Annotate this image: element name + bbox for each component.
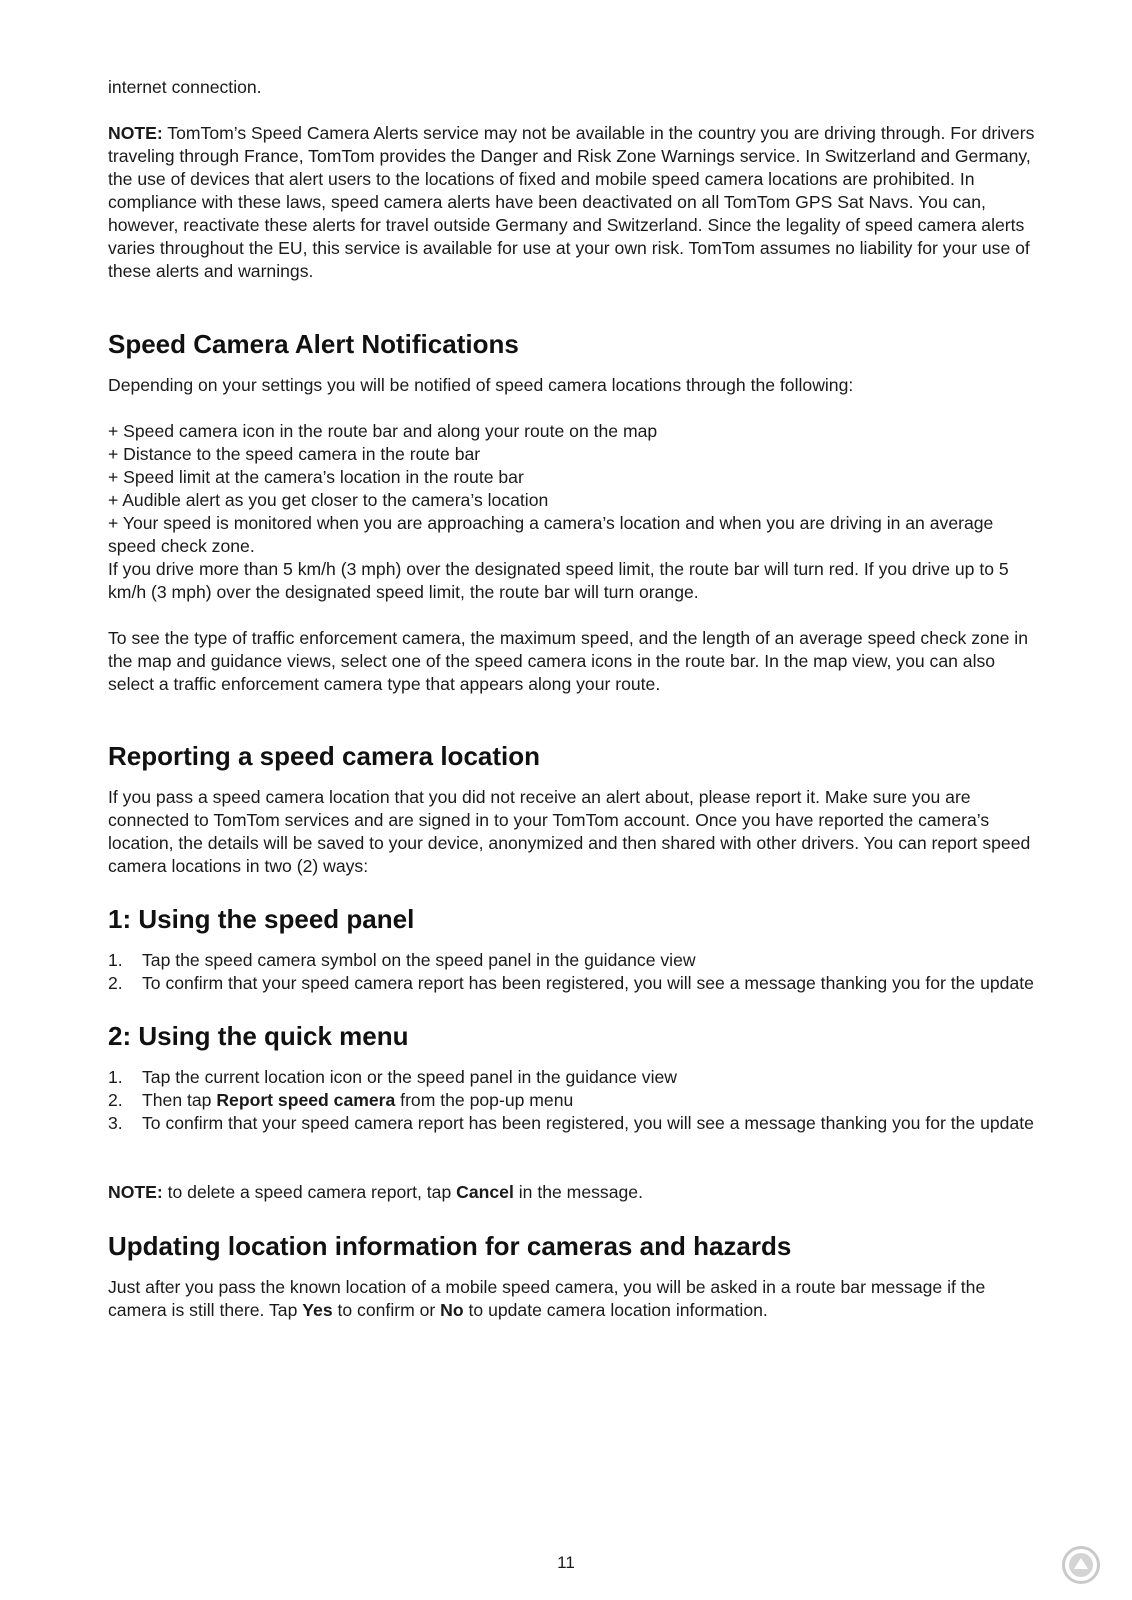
scroll-to-top-icon: [1068, 1552, 1094, 1578]
cancel-label: Cancel: [456, 1182, 514, 1202]
step-number: 1.: [108, 1067, 123, 1087]
step-number: 2.: [108, 1090, 123, 1110]
step-number: 1.: [108, 950, 123, 970]
list-item: + Speed limit at the camera’s location in the route bar: [108, 467, 524, 487]
list-item: [108, 972, 1038, 995]
intro-line: internet connection.: [108, 77, 262, 97]
page-number: 11: [557, 1553, 575, 1572]
heading-speed-camera-alert-notifications: Speed Camera Alert Notifications: [108, 329, 519, 359]
alerts-lead: Depending on your settings you will be notified of speed camera locations through the following:: [108, 375, 854, 395]
note-label: NOTE:: [108, 123, 163, 143]
step-text: Tap the speed camera symbol on the speed panel in the guidance view: [142, 950, 696, 970]
heading-using-speed-panel: 1: Using the speed panel: [108, 904, 415, 934]
yes-label: Yes: [302, 1300, 333, 1320]
delete-report-note: [108, 1181, 1038, 1204]
scroll-to-top-button[interactable]: [1062, 1546, 1100, 1584]
step-text: Tap the current location icon or the speed panel in the guidance view: [142, 1067, 678, 1087]
alert-list: [108, 420, 1038, 558]
step-text-post: from the pop-up menu: [395, 1090, 574, 1110]
speed-limit-note: If you drive more than 5 km/h (3 mph) over the designated speed limit, the route bar will turn red. If you drive up to 5 km/h (3 mph) over the designated speed limit, the route bar will turn orange.: [108, 559, 1009, 602]
no-label: No: [440, 1300, 464, 1320]
step-number: 3.: [108, 1113, 123, 1133]
reporting-paragraph: If you pass a speed camera location that you did not receive an alert about, please report it. Make sure you are connected to TomTom services and are signed in to your TomTom account. Once you have reported the camera’s location, the details will be saved to your device, anonymized and then shared with other drivers. You can report speed camera locations in two (2) ways:: [108, 787, 1031, 876]
camera-type-paragraph: To see the type of traffic enforcement camera, the maximum speed, and the length of an average speed check zone in the map and guidance views, select one of the speed camera icons in the route bar. In the map view, you can also select a traffic enforcement camera type that appears along your route.: [108, 628, 1028, 694]
heading-reporting-speed-camera: Reporting a speed camera location: [108, 741, 541, 771]
step-text: To confirm that your speed camera report has been registered, you will see a message thanking you for the update: [142, 973, 1034, 993]
note-post: in the message.: [513, 1182, 643, 1202]
list-item: + Speed camera icon in the route bar and along your route on the map: [108, 421, 658, 441]
step-text: To confirm that your speed camera report has been registered, you will see a message thanking you for the update: [142, 1113, 1034, 1133]
report-speed-camera-label: Report speed camera: [216, 1090, 396, 1110]
note-label: NOTE:: [108, 1182, 163, 1202]
list-item: + Distance to the speed camera in the route bar: [108, 444, 481, 464]
quick-menu-steps: [108, 1066, 1038, 1135]
step-number: 2.: [108, 973, 123, 993]
heading-using-quick-menu: 2: Using the quick menu: [108, 1021, 409, 1051]
note-pre: to delete a speed camera report, tap: [162, 1182, 457, 1202]
step-text-pre: Then tap: [142, 1090, 217, 1110]
updating-paragraph: [108, 1276, 1038, 1322]
updating-pre: Just after you pass the known location of a mobile speed camera, you will be asked in a route bar message if the camera is still there. Tap: [108, 1277, 986, 1320]
list-item: + Your speed is monitored when you are approaching a camera’s location and when you are driving in an average speed check zone.: [108, 513, 994, 556]
list-item: [108, 949, 1038, 972]
list-item: [108, 1089, 1038, 1112]
updating-mid: to confirm or: [332, 1300, 441, 1320]
list-item: + Audible alert as you get closer to the camera’s location: [108, 490, 549, 510]
heading-updating-location-info: Updating location information for cameras and hazards: [108, 1231, 792, 1261]
note-text: TomTom’s Speed Camera Alerts service may not be available in the country you are driving through. For drivers traveling through France, TomTom provides the Danger and Risk Zone Warnings service. In Switzerland and Germany, the use of devices that alert users to the locations of fixed and mobile speed camera locations are prohibited. In compliance with these laws, speed camera alerts have been deactivated on all TomTom GPS Sat Navs. You can, however, reactivate these alerts for travel outside Germany and Switzerland. Since the legality of speed camera alerts varies throughout the EU, this service is available for use at your own risk. TomTom assumes no liability for your use of these alerts and warnings.: [108, 123, 1035, 281]
speed-panel-steps: [108, 949, 1038, 995]
list-item: [108, 1112, 1038, 1135]
intro-note: [108, 122, 1038, 283]
document-page: [108, 76, 1038, 1322]
step-text: [142, 1089, 1038, 1112]
list-item: [108, 1066, 1038, 1089]
updating-post: to update camera location information.: [463, 1300, 768, 1320]
